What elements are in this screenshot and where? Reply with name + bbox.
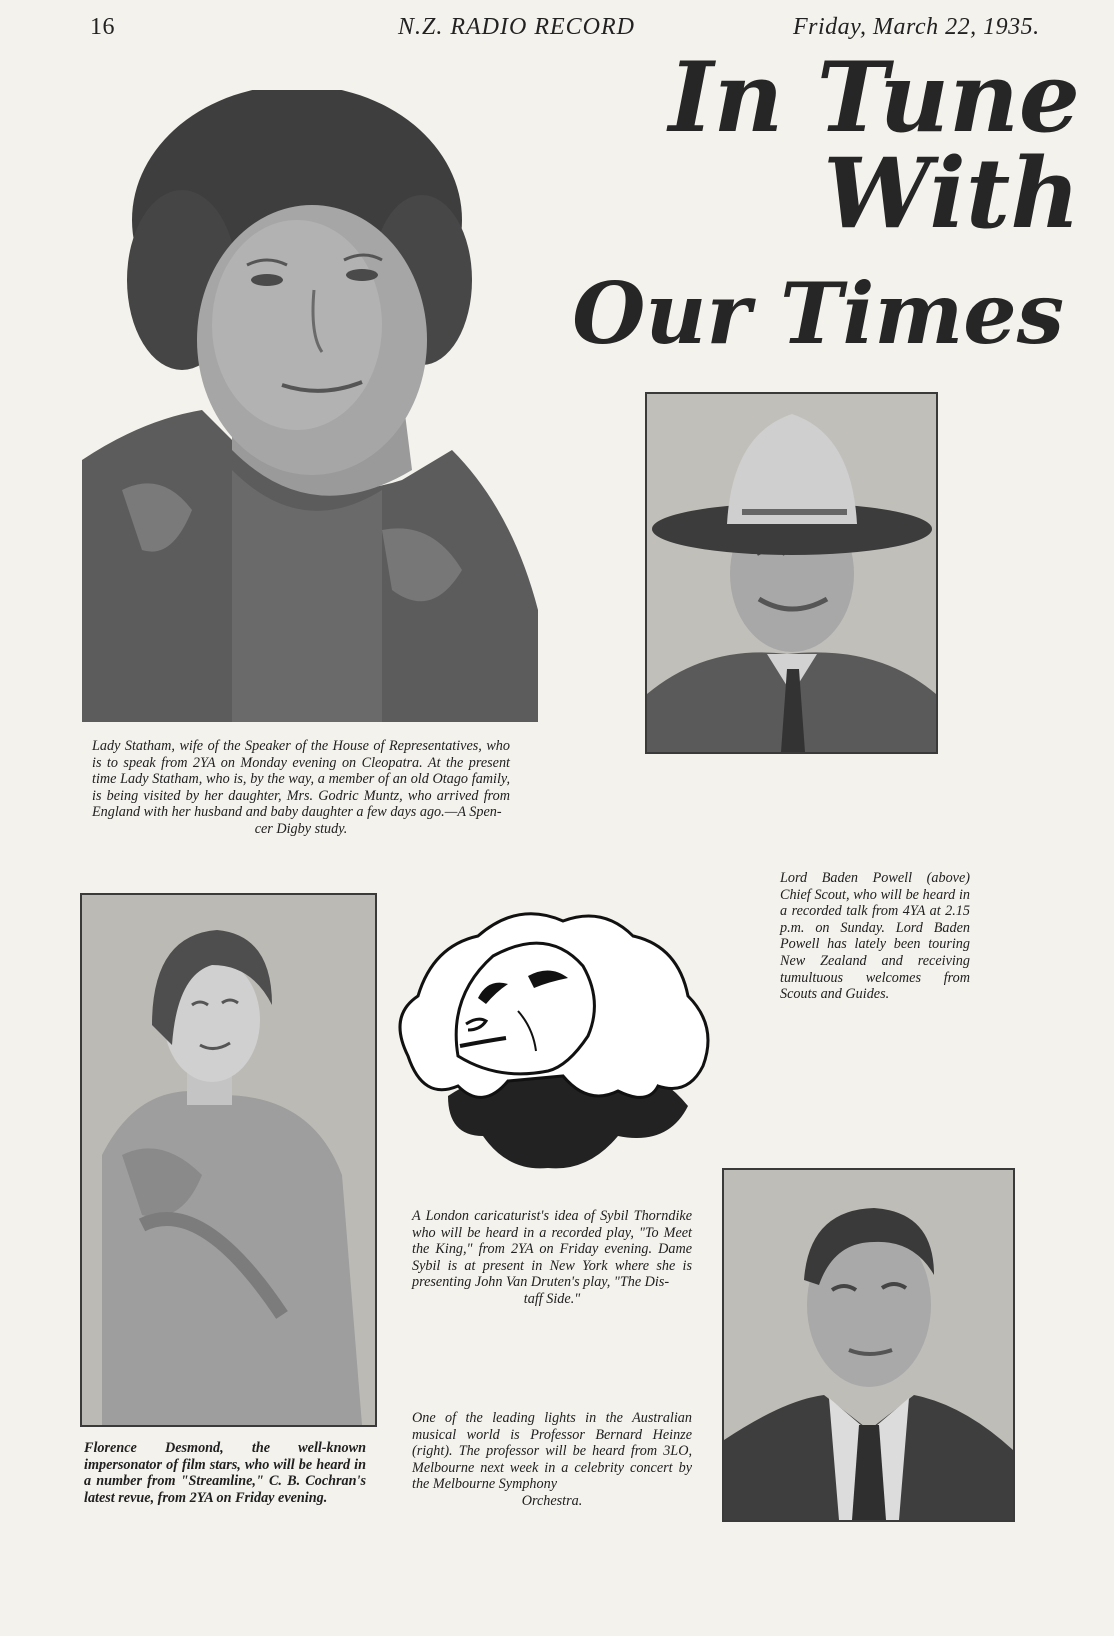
issue-date: Friday, March 22, 1935. — [793, 14, 1040, 40]
lady-statham-photo — [82, 90, 538, 722]
caption-lady-statham-end: cer Digby study. — [254, 820, 348, 837]
caption-florence-desmond-text: Florence Desmond, the well-known impersonator of film stars, who will be heard in a number from "Streamline," C. B. Cochran's latest revue, from 2YA on Friday evening. — [84, 1440, 366, 1506]
bernard-heinze-photo — [722, 1168, 1015, 1522]
page-number: 16 — [90, 14, 115, 40]
caption-sybil-thorndike — [412, 1208, 692, 1308]
sybil-thorndike-caricature — [388, 906, 718, 1172]
title-line-2: Our Times — [572, 264, 1064, 363]
caption-lady-statham — [92, 738, 510, 838]
baden-powell-photo — [645, 392, 938, 754]
caption-bernard-heinze — [412, 1410, 692, 1510]
caption-sybil-thorndike-text: A London caricaturist's idea of Sybil Thorndike who will be heard in a recorded play, "To Meet the King," from 2YA on Friday evening. Dame Sybil is at present in New York where she is presenting John Van Druten's play, "The Dis- — [412, 1208, 692, 1291]
caption-baden-powell — [780, 870, 970, 1003]
caption-bernard-heinze-text: One of the leading lights in the Australian musical world is Professor Bernard Heinze (right). The professor will be heard from 3LO, Melbourne next week in a celebrity concert by the Melbourne Symphony — [412, 1410, 692, 1493]
florence-desmond-photo — [80, 893, 377, 1427]
title-line-1: In Tune With — [668, 41, 1080, 250]
caption-lady-statham-text: Lady Statham, wife of the Speaker of the House of Representatives, who is to speak from 2YA on Monday evening on Cleopatra. At the present time Lady Statham, who is, by the way, a member of an old Otago family, is being visited by her daughter, Mrs. Godric Muntz, who arrived from England with her husband and baby daughter a few days ago.—A Spen- — [92, 738, 510, 821]
caption-bernard-heinze-end: Orchestra. — [521, 1492, 583, 1509]
caption-baden-powell-text: Lord Baden Powell (above) Chief Scout, who will be heard in a recorded talk from 4YA at 2.15 p.m. on Sunday. Lord Baden Powell has lately been touring New Zealand and receiving tumultuous welcomes from Scouts and Guides. — [780, 870, 970, 1003]
publication-name: N.Z. RADIO RECORD — [398, 14, 635, 40]
caption-florence-desmond — [84, 1440, 366, 1506]
caption-sybil-thorndike-end: taff Side." — [523, 1290, 581, 1307]
